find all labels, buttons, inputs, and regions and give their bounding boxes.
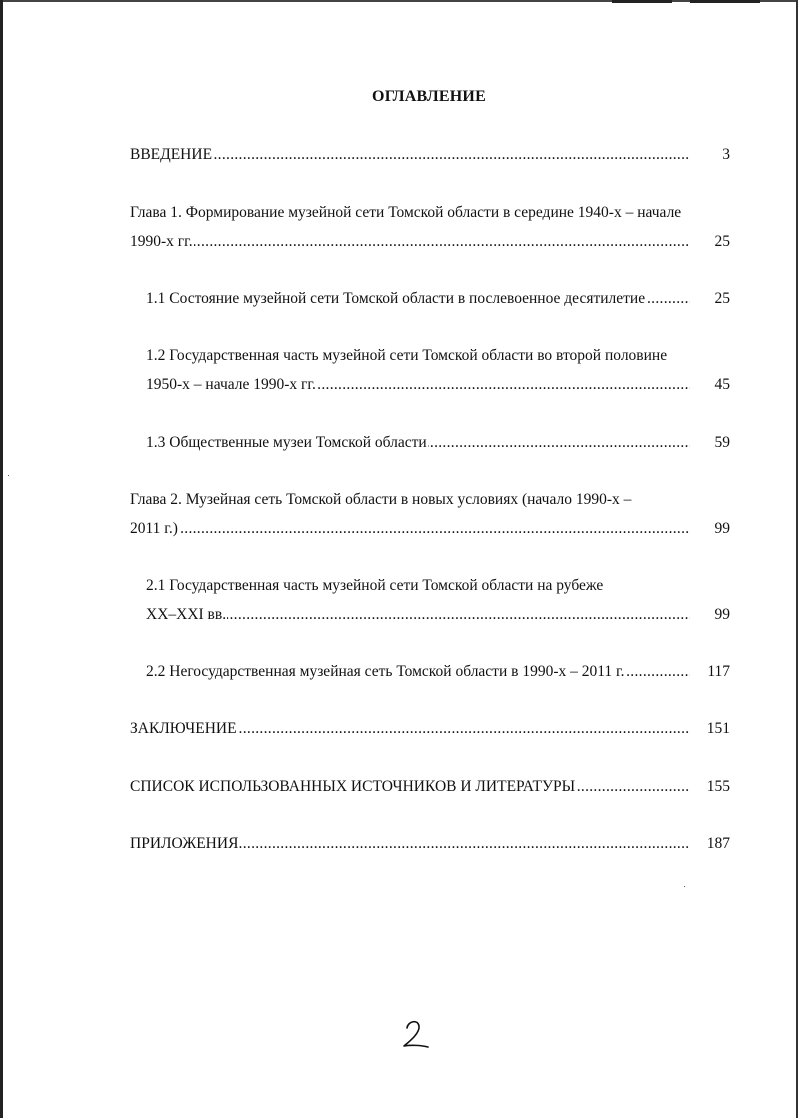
handwritten-page-number: [398, 1016, 434, 1052]
toc-entry-title-cont: XX–XXI вв.: [146, 603, 227, 627]
toc-entry-title: Глава 1. Формирование музейной сети Томской области в середине 1940-х – начале: [130, 204, 682, 221]
dot-leader: [130, 143, 720, 167]
toc-entry-title: ПРИЛОЖЕНИЯ: [130, 832, 239, 856]
scan-left-edge: [0, 0, 3, 1118]
toc-entry-title-cont: 1990-х гг.: [130, 230, 194, 254]
dot-leader: [146, 603, 710, 627]
dot-leader: [130, 230, 710, 254]
toc-entry-page: 25: [690, 287, 730, 311]
toc-entry-title: 2.2 Негосударственная музейная сеть Томской области в 1990-х – 2011 г.: [146, 660, 626, 684]
toc-entry-page: 45: [690, 373, 730, 397]
toc-entry-title: 2.1 Государственная часть музейной сети Томской области на рубеже: [146, 577, 604, 594]
scan-speck: [8, 475, 9, 476]
toc-entry-title-cont: 1950-х – начале 1990-х гг.: [146, 373, 317, 397]
scan-top-mark: [690, 0, 760, 3]
toc-entry-page: 155: [690, 775, 730, 799]
scan-top-mark: [612, 0, 672, 3]
toc-entry-page: 25: [690, 230, 730, 254]
toc-entry-title: Глава 2. Музейная сеть Томской области в новых условиях (начало 1990-х –: [130, 491, 632, 508]
scan-speck: [684, 886, 685, 887]
toc-entry-page: 117: [690, 660, 730, 684]
toc-entry-title-cont: 2011 г.): [130, 517, 179, 541]
toc-entry-page: 99: [690, 603, 730, 627]
toc-entry-page: 151: [690, 717, 730, 741]
page-title: ОГЛАВЛЕНИЕ: [372, 88, 486, 105]
toc-entry-title: 1.2 Государственная часть музейной сети Томской области во второй половине: [146, 347, 668, 364]
toc-entry-title: ВВЕДЕНИЕ: [130, 143, 213, 167]
toc-entry-title: 1.3 Общественные музеи Томской области: [146, 431, 428, 455]
scan-top-edge: [0, 0, 798, 2]
toc-entry-title: ЗАКЛЮЧЕНИЕ: [130, 717, 238, 741]
dot-leader: [130, 517, 710, 541]
toc-entry-title: СПИСОК ИСПОЛЬЗОВАННЫХ ИСТОЧНИКОВ И ЛИТЕРАТУРЫ: [130, 775, 576, 799]
toc-entry-title: 1.1 Состояние музейной сети Томской области в послевоенное десятилетие: [146, 287, 646, 311]
toc-entry-page: 99: [690, 517, 730, 541]
toc-entry-page: 3: [690, 143, 730, 167]
toc-entry-page: 187: [690, 832, 730, 856]
toc-entry-page: 59: [690, 431, 730, 455]
